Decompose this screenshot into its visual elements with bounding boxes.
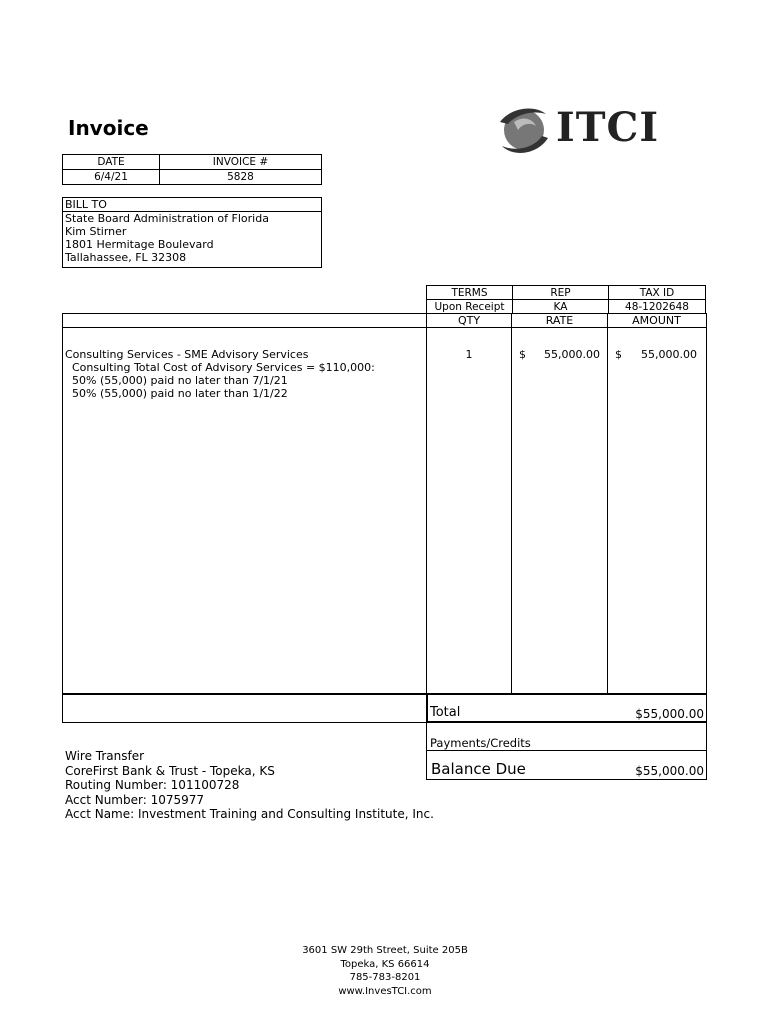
item-qty: 1 — [465, 348, 473, 361]
company-logo — [494, 100, 674, 160]
column-divider — [511, 313, 512, 694]
bill-to-line: Tallahassee, FL 32308 — [65, 251, 187, 264]
payments-label: Payments/Credits — [430, 736, 531, 750]
total-row — [426, 693, 707, 723]
item-amount-currency: $ — [615, 348, 622, 361]
footer-address — [285, 944, 485, 998]
date-label: DATE — [63, 155, 160, 170]
rep-value: KA — [513, 300, 609, 314]
wire-line: CoreFirst Bank & Trust - Topeka, KS — [65, 763, 275, 778]
column-divider — [607, 313, 608, 694]
wire-line: Wire Transfer — [65, 749, 145, 763]
invoice-number-label: INVOICE # — [160, 155, 322, 170]
wire-transfer-info — [65, 749, 434, 822]
items-header-divider — [62, 327, 706, 328]
item-rate: 55,000.00 — [544, 348, 600, 361]
footer-line: 785-783-8201 — [349, 972, 421, 983]
bill-to-line: Kim Stirner — [65, 225, 127, 238]
description-line: 50% (55,000) paid no later than 1/1/22 — [65, 387, 288, 400]
rep-label: REP — [513, 286, 609, 300]
bill-to-line: State Board Administration of Florida — [65, 212, 269, 225]
terms-label: TERMS — [427, 286, 513, 300]
balance-due-label: Balance Due — [431, 760, 526, 778]
total-value: $55,000.00 — [635, 707, 704, 721]
swirl-globe-icon — [494, 100, 556, 160]
balance-due-value: $55,000.00 — [635, 764, 704, 778]
date-value: 6/4/21 — [63, 170, 160, 185]
footer-line: 3601 SW 29th Street, Suite 205B — [302, 945, 468, 956]
tax-id-label: TAX ID — [609, 286, 706, 300]
item-amount: 55,000.00 — [641, 348, 697, 361]
description-line: Consulting Total Cost of Advisory Services = $110,000: — [65, 361, 375, 374]
terms-table — [426, 285, 706, 314]
description-line: 50% (55,000) paid no later than 7/1/21 — [65, 374, 288, 387]
tax-id-value: 48-1202648 — [609, 300, 706, 314]
column-divider — [426, 313, 427, 694]
terms-value: Upon Receipt — [427, 300, 513, 314]
line-item-description — [65, 348, 375, 400]
amount-header: AMOUNT — [632, 314, 681, 327]
bill-to-line: 1801 Hermitage Boulevard — [65, 238, 214, 251]
bill-to-box — [62, 197, 322, 268]
total-label: Total — [430, 705, 461, 720]
wire-line: Acct Name: Investment Training and Consulting Institute, Inc. — [65, 807, 434, 821]
bill-to-label: BILL TO — [63, 198, 321, 212]
item-rate-currency: $ — [519, 348, 526, 361]
date-invoice-table — [62, 154, 322, 185]
wire-line: Routing Number: 101100728 — [65, 778, 240, 792]
qty-header: QTY — [457, 314, 481, 327]
footer-website-link[interactable]: www.InvesTCI.com — [338, 985, 432, 997]
wire-line: Acct Number: 1075977 — [65, 792, 205, 807]
payments-balance-box — [426, 721, 707, 780]
invoice-title: Invoice — [68, 116, 149, 140]
invoice-number-value: 5828 — [160, 170, 322, 185]
payments-divider — [427, 750, 706, 751]
rate-header: RATE — [545, 314, 574, 327]
description-line: Consulting Services - SME Advisory Services — [65, 348, 309, 361]
footer-line: Topeka, KS 66614 — [340, 958, 430, 970]
totals-spacer — [62, 693, 428, 723]
logo-text: ITCI — [556, 104, 660, 151]
